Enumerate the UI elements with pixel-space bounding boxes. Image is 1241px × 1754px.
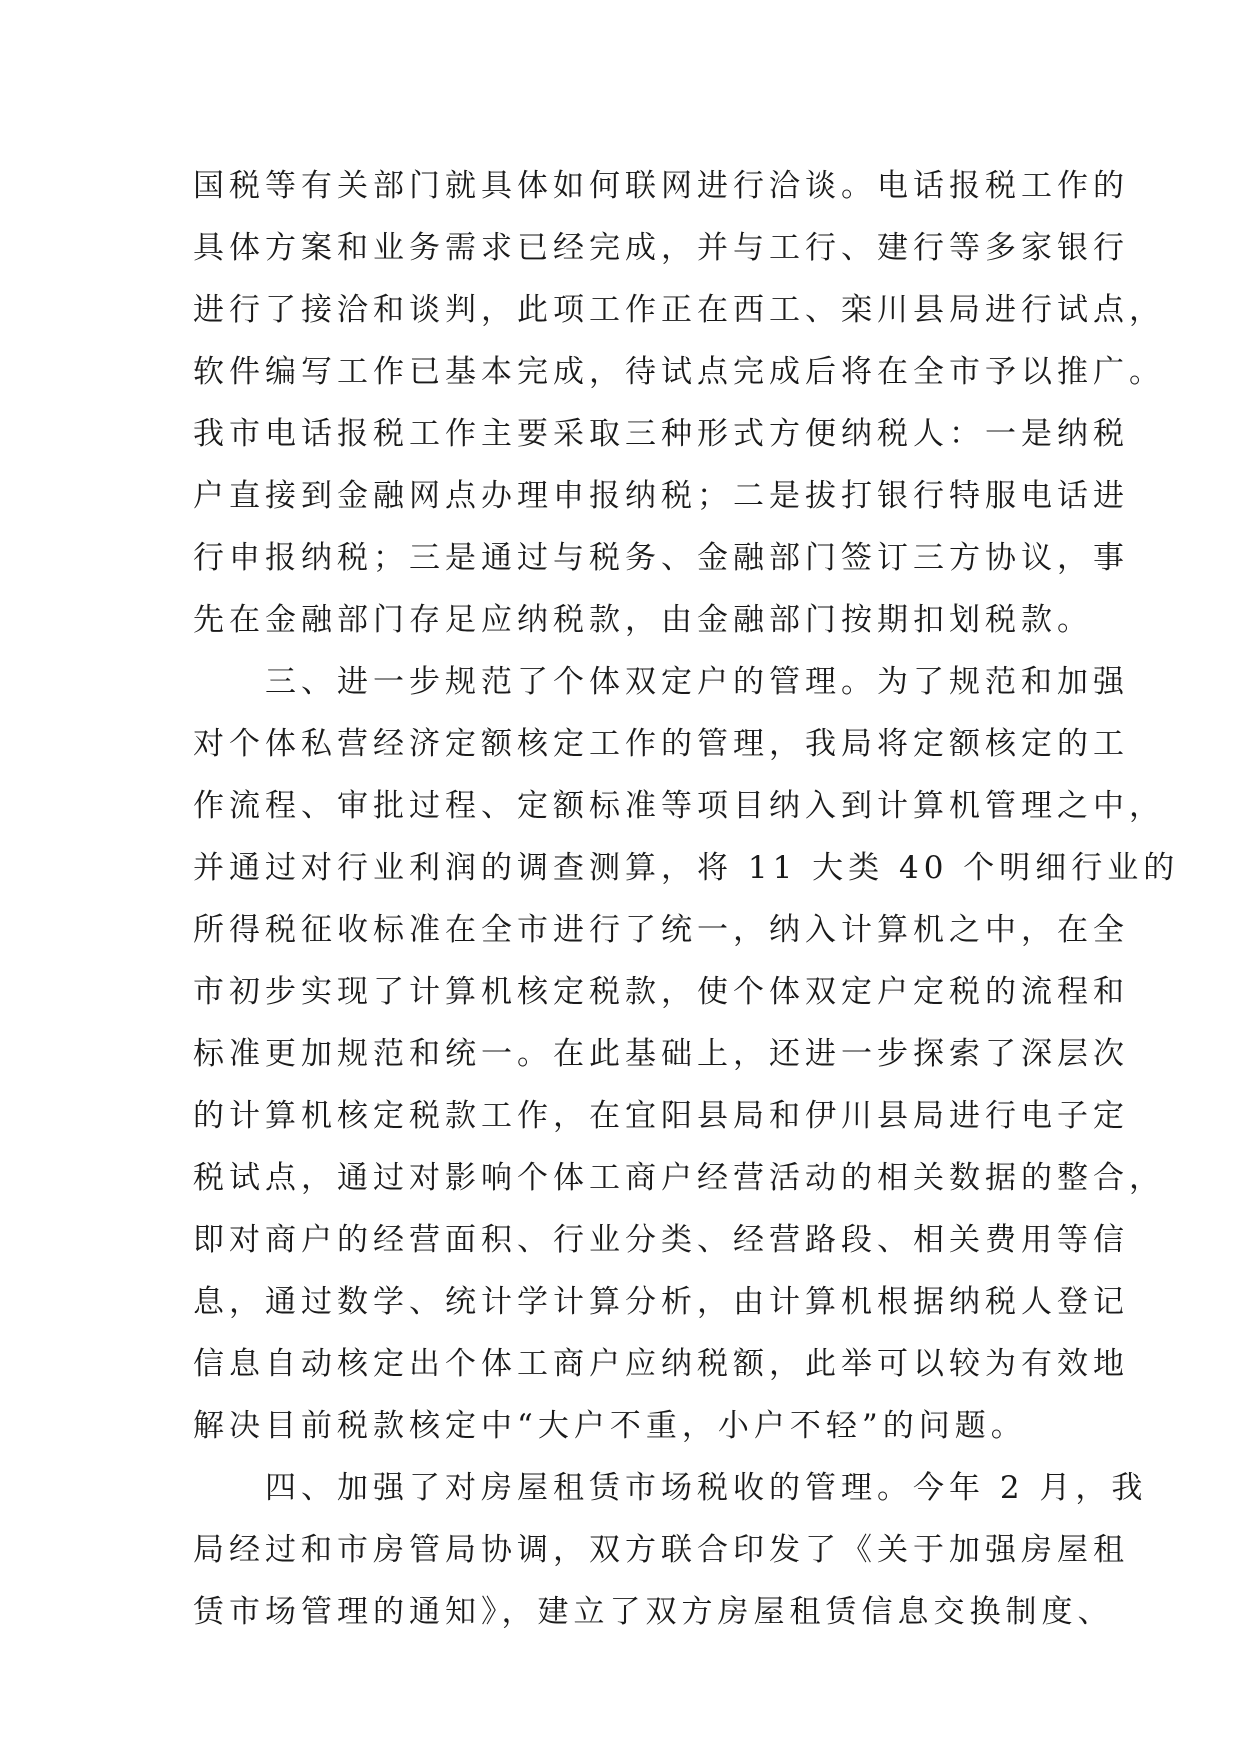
- body-text: [193, 155, 1180, 1643]
- paragraph-three-start: 三、进一步规范了个体双定户的管理。为了规范和加强: [193, 664, 1129, 700]
- text-line: 解决目前税款核定中“大户不重，小户不轻”的问题。: [193, 1408, 1027, 1444]
- text-line: 信息自动核定出个体工商户应纳税额，此举可以较为有效地: [193, 1346, 1129, 1382]
- text-line: 作流程、审批过程、定额标准等项目纳入到计算机管理之中，: [193, 788, 1165, 824]
- text-line: 税试点，通过对影响个体工商户经营活动的相关数据的整合，: [193, 1160, 1165, 1196]
- text-line: 市初步实现了计算机核定税款，使个体双定户定税的流程和: [193, 974, 1129, 1010]
- text-line: 软件编写工作已基本完成，待试点完成后将在全市予以推广。: [193, 354, 1165, 390]
- text-line: 标准更加规范和统一。在此基础上，还进一步探索了深层次: [193, 1036, 1129, 1072]
- text-line: 赁市场管理的通知》，建立了双方房屋租赁信息交换制度、: [193, 1594, 1114, 1630]
- text-line: 的计算机核定税款工作，在宜阳县局和伊川县局进行电子定: [193, 1098, 1129, 1134]
- text-line: 即对商户的经营面积、行业分类、经营路段、相关费用等信: [193, 1222, 1129, 1258]
- text-line: 所得税征收标准在全市进行了统一，纳入计算机之中，在全: [193, 912, 1129, 948]
- text-line: 行申报纳税；三是通过与税务、金融部门签订三方协议，事: [193, 540, 1129, 576]
- text-line: 户直接到金融网点办理申报纳税；二是拔打银行特服电话进: [193, 478, 1129, 514]
- text-line: 具体方案和业务需求已经完成，并与工行、建行等多家银行: [193, 230, 1129, 266]
- text-line: 息，通过数学、统计学计算分析，由计算机根据纳税人登记: [193, 1284, 1129, 1320]
- text-line: 进行了接洽和谈判，此项工作正在西工、栾川县局进行试点，: [193, 292, 1165, 328]
- text-line: 对个体私营经济定额核定工作的管理，我局将定额核定的工: [193, 726, 1129, 762]
- text-line: 我市电话报税工作主要采取三种形式方便纳税人：一是纳税: [193, 416, 1129, 452]
- paragraph-four-start: 四、加强了对房屋租赁市场税收的管理。今年 2 月，我: [193, 1470, 1148, 1506]
- text-line: 局经过和市房管局协调，双方联合印发了《关于加强房屋租: [193, 1532, 1129, 1568]
- text-line: 并通过对行业利润的调查测算，将 11 大类 40 个明细行业的: [193, 850, 1180, 886]
- text-line: 先在金融部门存足应纳税款，由金融部门按期扣划税款。: [193, 602, 1093, 638]
- text-line: 国税等有关部门就具体如何联网进行洽谈。电话报税工作的: [193, 168, 1129, 204]
